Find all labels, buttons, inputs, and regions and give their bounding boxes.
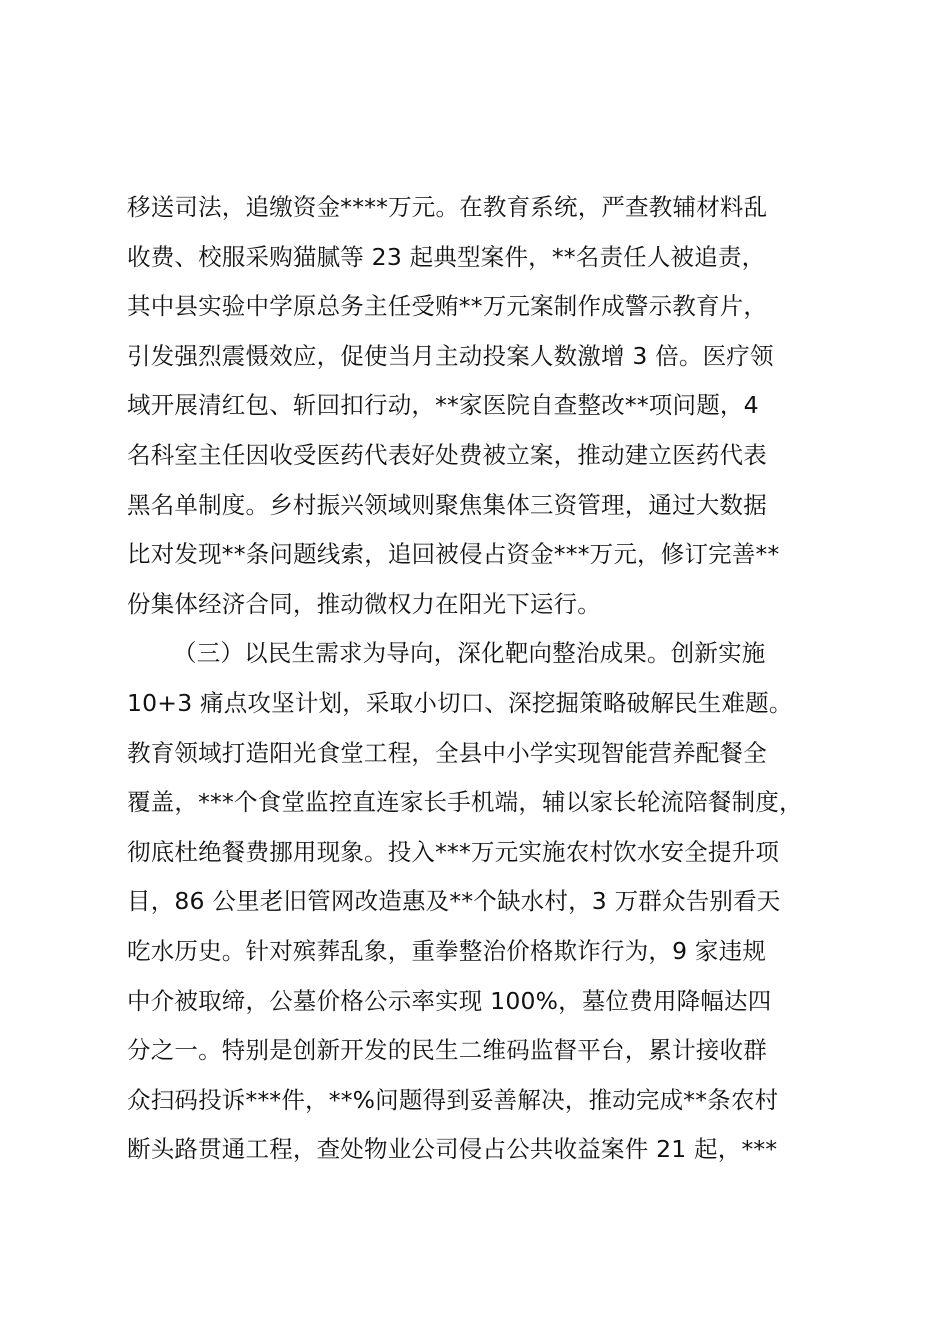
text-line: 其中县实验中学原总务主任受贿**万元案制作成警示教育片， bbox=[127, 292, 768, 321]
text-line: 移送司法，追缴资金****万元。在教育系统，严查教辅材料乱 bbox=[127, 193, 768, 221]
text-line: 名科室主任因收受医药代表好处费被立案，推动建立医药代表 bbox=[127, 440, 767, 469]
text-line: 教育领域打造阳光食堂工程，全县中小学实现智能营养配餐全 bbox=[127, 738, 767, 767]
text-line: 10+3 痛点攻坚计划，采取小切口、深挖掘策略破解民生难题。 bbox=[127, 688, 793, 717]
text-line: 众扫码投诉***件，**%问题得到妥善解决，推动完成**条农村 bbox=[127, 1085, 779, 1114]
text-line: 分之一。特别是创新开发的民生二维码监督平台，累计接收群 bbox=[127, 1036, 767, 1065]
text-line: 份集体经济合同，推动微权力在阳光下运行。 bbox=[127, 589, 601, 618]
text-line: 收费、校服采购猫腻等 23 起典型案件，**名责任人被追责， bbox=[127, 242, 766, 271]
section-heading-line: （三）以民生需求为导向，深化靶向整治成果。创新实施 bbox=[173, 639, 766, 668]
body-text bbox=[127, 183, 847, 1175]
text-line: 黑名单制度。乡村振兴领域则聚焦集体三资管理，通过大数据 bbox=[127, 490, 767, 519]
text-line: 覆盖，***个食堂监控直连家长手机端，辅以家长轮流陪餐制度， bbox=[127, 788, 803, 817]
text-line: 目，86 公里老旧管网改造惠及**个缺水村，3 万群众告别看天 bbox=[127, 887, 781, 916]
text-line: 吃水历史。针对殡葬乱象，重拳整治价格欺诈行为，9 家违规 bbox=[127, 936, 767, 965]
text-line: 引发强烈震慑效应，促使当月主动投案人数激增 3 倍。医疗领 bbox=[127, 341, 774, 370]
text-line: 彻底杜绝餐费挪用现象。投入***万元实施农村饮水安全提升项 bbox=[127, 837, 780, 866]
text-line: 中介被取缔，公墓价格公示率实现 100%，墓位费用降幅达四 bbox=[127, 986, 772, 1015]
text-line: 断头路贯通工程，查处物业公司侵占公共收益案件 21 起，*** bbox=[127, 1135, 778, 1164]
text-line: 域开展清红包、斩回扣行动，**家医院自查整改**项问题，4 bbox=[127, 391, 759, 420]
text-line: 比对发现**条问题线索，追回被侵占资金***万元，修订完善** bbox=[127, 540, 780, 569]
